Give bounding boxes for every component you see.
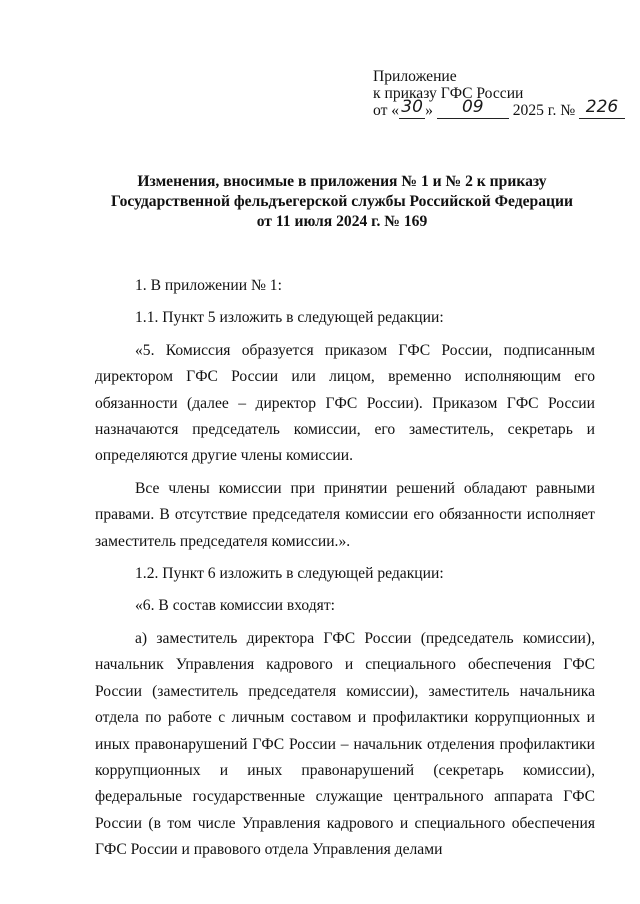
date-prefix: от « [373, 102, 400, 119]
appendix-header [373, 68, 625, 119]
title-line-2: Государственной фельдъегерской службы Российской Федерации [111, 193, 573, 210]
paragraph-1-1: 1.1. Пункт 5 изложить в следующей редакции: [135, 309, 444, 327]
paragraph-item-5: «5. Комиссия образуется приказом ГФС России, подписанным директором ГФС России или лицом, временно исполняющим его обязанности (далее – директор ГФС России). Приказом ГФС России назначаются председатель комиссии, его заместитель, секретарь и определяются другие члены комиссии. [95, 341, 595, 465]
paragraph-members-rights: Все члены комиссии при принятии решений обладают равными правами. В отсутствие председателя комиссии его обязанности исполняет заместитель председателя комиссии.». [95, 479, 595, 550]
day-handwritten: 30 [401, 97, 423, 117]
paragraph-item-6: «6. В состав комиссии входят: [135, 597, 335, 615]
month-field [437, 97, 509, 119]
title-line-1: Изменения, вносимые в приложения № 1 и № 2 к приказу [137, 173, 547, 190]
paragraph-1: 1. В приложении № 1: [135, 277, 282, 294]
header-date-number-line [373, 97, 625, 119]
paragraph-item-6a: а) заместитель директора ГФС России (председатель комиссии), начальник Управления кадрового и специального обеспечения ГФС России (заместитель председателя комиссии), заместитель начальника отдела по работе с личным составом и профилактики коррупционных и иных правонарушений ГФС России – начальник отделения профилактики коррупционных и иных правонарушений (секретарь комиссии), федеральные государственные служащие центрального аппарата ГФС России (в том числе Управления кадрового и специального обеспечения ГФС России и правового отдела Управления делами [95, 629, 595, 859]
header-order-reference: к приказу ГФС России [373, 85, 524, 102]
document-body [95, 273, 595, 864]
year-and-number-label: 2025 г. № [512, 102, 576, 119]
order-number-handwritten: 226 [585, 97, 619, 117]
header-appendix-label: Приложение [373, 68, 457, 85]
document-title [60, 172, 624, 232]
title-line-3: от 11 июля 2024 г. № 169 [256, 213, 428, 230]
paragraph-1-2: 1.2. Пункт 6 изложить в следующей редакции: [135, 565, 444, 583]
day-field [399, 97, 425, 119]
order-number-field [579, 97, 625, 119]
date-quote-close: » [425, 102, 433, 119]
month-handwritten: 09 [461, 97, 484, 117]
